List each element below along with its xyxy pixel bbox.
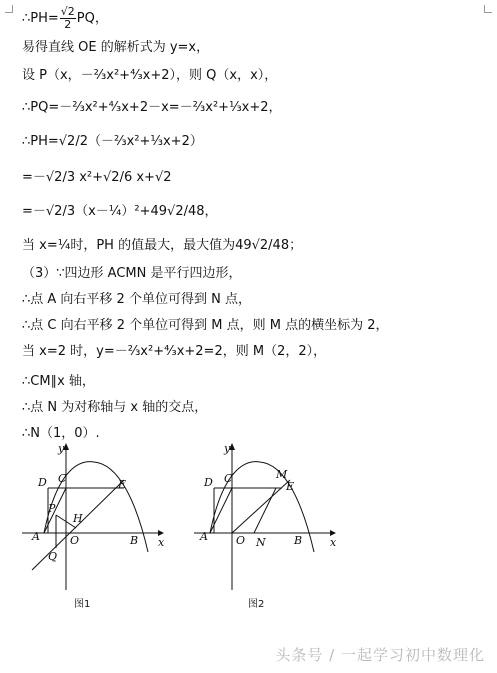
figure-2: [190, 440, 350, 615]
line-n-coordinates: ∴N（1，0）.: [22, 426, 100, 441]
label-d: D: [204, 476, 213, 489]
line-oe-equation: 易得直线 OE 的解析式为 y=x，: [22, 40, 210, 55]
label-o: O: [236, 534, 246, 547]
label-c: C: [224, 472, 233, 485]
line-cm-parallel: ∴CM∥x 轴，: [22, 374, 95, 389]
label-a: A: [32, 530, 40, 543]
line-set-p: 设 P（x，－⅔x²+⁴⁄₃x+2），则 Q（x，x），: [22, 68, 278, 83]
line-ph-max: 当 x=¼时，PH 的值最大，最大值为49√2/48；: [22, 238, 303, 253]
line-n-intersection: ∴点 N 为对称轴与 x 轴的交点，: [22, 400, 208, 415]
line-part3: （3）∵四边形 ACMN 是平行四边形，: [22, 266, 242, 281]
label-n: N: [256, 536, 266, 549]
label-b: B: [130, 534, 139, 547]
figure-1: [18, 440, 178, 615]
line-ph-ratio: ∴PH= $\frac{√2}{2}$ PQ，: [22, 5, 108, 31]
line-point-c-shift: ∴点 C 向右平移 2 个单位可得到 M 点，则 M 点的横坐标为 2，: [22, 318, 389, 333]
line-expand: =－√2/3 x²+√2/6 x+√2: [22, 170, 172, 185]
label-b: B: [294, 534, 303, 547]
page-corner-mark: [484, 5, 492, 13]
label-y: y: [224, 442, 231, 455]
line-ph-expression: ∴PH=√2/2（－⅔x²+⅓x+2）: [22, 134, 203, 149]
line-pq: ∴PQ=－⅔x²+⁴⁄₃x+2－x=－⅔x²+⅓x+2，: [22, 100, 282, 115]
label-q: Q: [48, 550, 58, 563]
line-complete-square: =－√2/3（x－¼）²+49√2/48，: [22, 204, 218, 219]
label-a: A: [200, 530, 208, 543]
label-y: y: [58, 442, 65, 455]
figure-1-caption: 图1: [74, 599, 91, 610]
label-o: O: [70, 534, 80, 547]
label-e: E: [118, 478, 127, 491]
label-m: M: [276, 468, 288, 481]
fraction: $\frac{√2}{2}$: [60, 5, 75, 31]
label-e: E: [286, 480, 295, 493]
figure-2-caption: 图2: [248, 599, 265, 610]
label-p: P: [48, 502, 56, 515]
line-m-coordinates: 当 x=2 时，y=－⅔x²+⁴⁄₃x+2=2，则 M（2，2），: [22, 344, 327, 359]
label-c: C: [58, 472, 67, 485]
label-h: H: [73, 512, 83, 525]
watermark-footer: 头条号 / 一起学习初中数理化: [275, 646, 485, 664]
page-corner-mark: [5, 5, 13, 13]
label-d: D: [38, 476, 47, 489]
label-x: x: [330, 536, 337, 549]
label-x: x: [158, 536, 165, 549]
line-point-a-shift: ∴点 A 向右平移 2 个单位可得到 N 点，: [22, 292, 251, 307]
